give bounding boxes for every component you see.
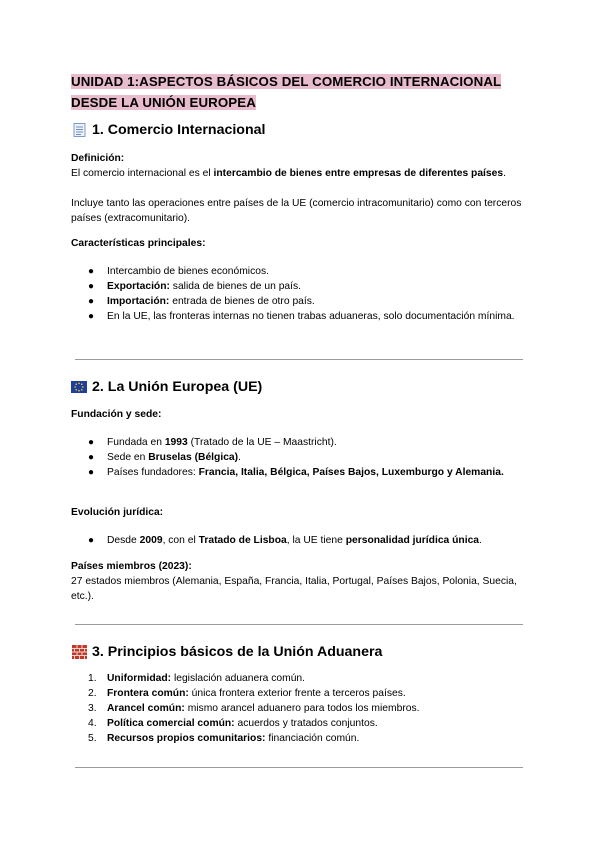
caracteristicas-list [71,264,521,324]
evolucion-label: Evolución jurídica: [71,507,164,518]
divider [75,359,523,360]
list-item: 3. Arancel común: mismo arancel aduanero para todos los miembros. [88,703,420,714]
paises-label: Países miembros (2023): [71,561,192,572]
list-item: ● Intercambio de bienes económicos. [88,266,269,277]
section-heading-aduana [71,644,382,660]
evolucion-list [71,533,521,548]
list-item: ● En la UE, las fronteras internas no tienen trabas aduaneras, solo documentación mínima. [88,311,515,322]
list-item: ● Sede en Bruselas (Bélgica). [88,452,241,463]
page-title: UNIDAD 1:ASPECTOS BÁSICOS DEL COMERCIO INTERNACIONAL DESDE LA UNIÓN EUROPEA [71,74,502,110]
section-heading-ue [71,379,262,395]
list-item: ● Fundada en 1993 (Tratado de la UE – Maastricht). [88,437,337,448]
list-item: 4. Política comercial común: acuerdos y tratados conjuntos. [88,718,378,729]
section-heading-text: 1. Comercio Internacional [92,122,266,138]
document-icon [71,123,87,137]
list-item: ● Países fundadores: Francia, Italia, Bélgica, Países Bajos, Luxemburgo y Alemania. [88,467,504,478]
list-item: 2. Frontera común: única frontera exterior frente a terceros países. [88,688,406,699]
list-item: 1. Uniformidad: legislación aduanera común. [88,673,306,684]
fundacion-list [71,435,521,480]
list-item: ● Desde 2009, con el Tratado de Lisboa, la UE tiene personalidad jurídica única. [88,535,482,546]
divider [75,624,523,625]
section-heading-text: 2. La Unión Europea (UE) [92,379,263,395]
divider [75,767,523,768]
fundacion-label: Fundación y sede: [71,409,162,420]
list-item: ● Importación: entrada de bienes de otro país. [88,296,315,307]
paises-text: 27 estados miembros (Alemania, España, Francia, Italia, Portugal, Países Bajos, Polonia, Suecia, etc.). [71,576,517,602]
definicion-text-2: Incluye tanto las operaciones entre países de la UE (comercio intracomunitario) como con terceros países (extracomunitario). [71,198,522,224]
caracteristicas-label: Características principales: [71,238,206,249]
section-heading-comercio [71,122,265,138]
principios-list [71,671,521,746]
list-item: 5. Recursos propios comunitarios: financiación común. [88,733,360,744]
section-heading-text: 3. Principios básicos de la Unión Aduanera [92,644,383,660]
definicion-label: Definición: [71,153,125,164]
list-item: ● Exportación: salida de bienes de un país. [88,281,302,292]
eu-flag-icon [71,380,87,394]
brick-icon [71,645,87,659]
definicion-text: El comercio internacional es el intercambio de bienes entre empresas de diferentes países. [71,168,506,179]
